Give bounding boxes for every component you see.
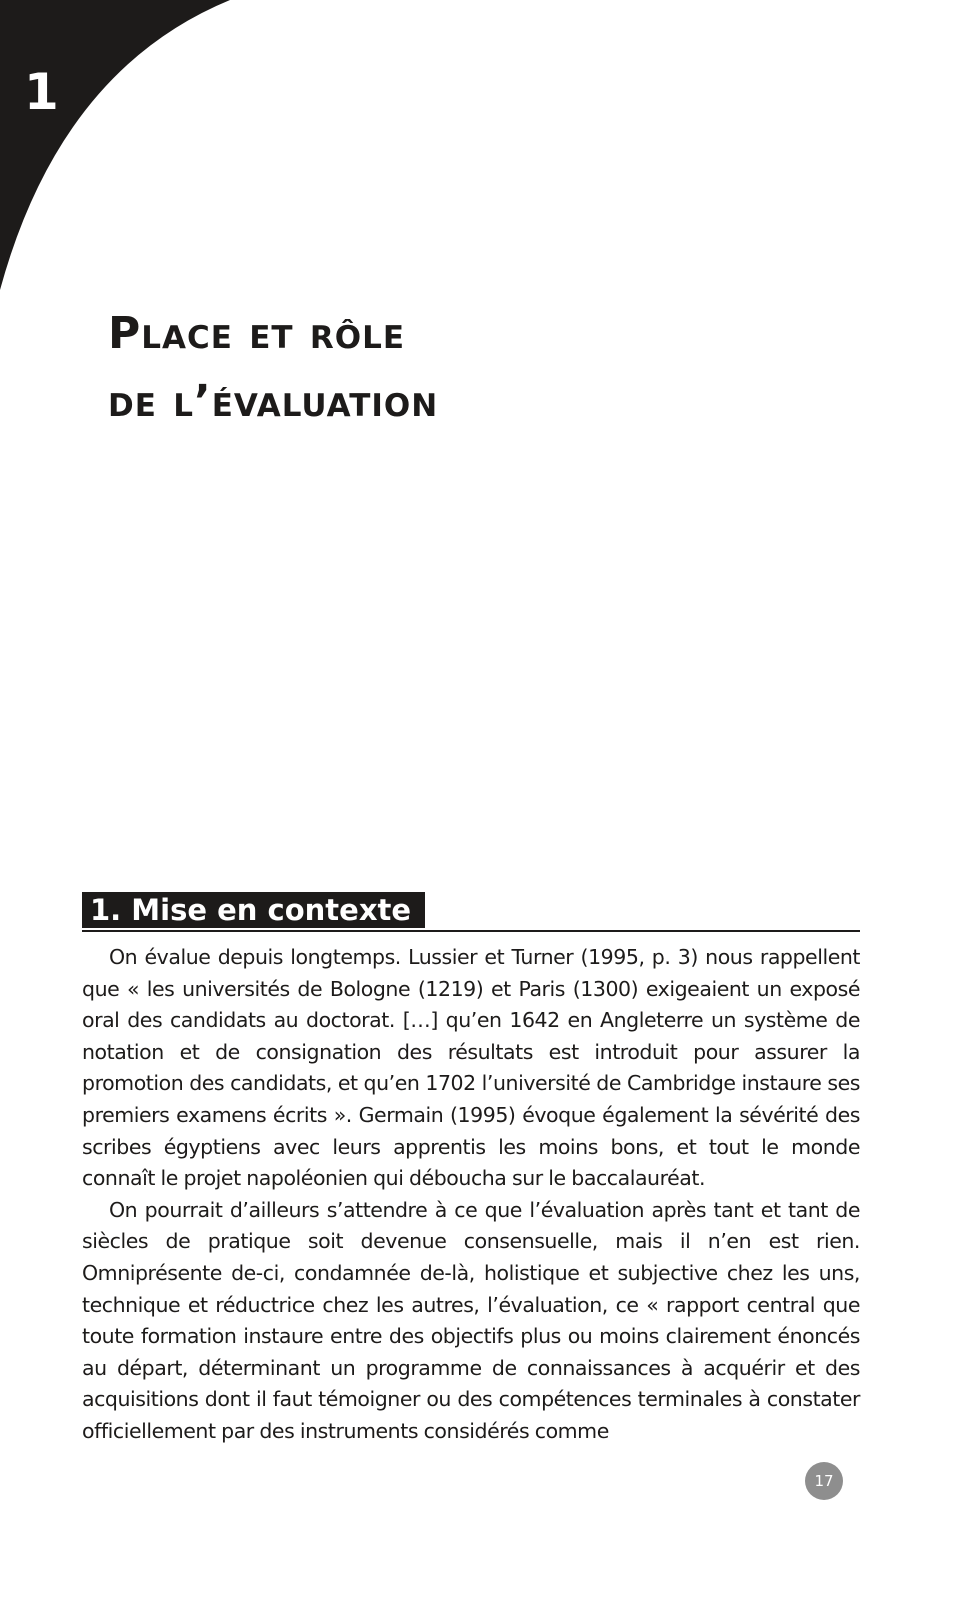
- chapter-title-line-2: de l’évaluation: [108, 376, 439, 427]
- section-heading-label: 1. Mise en contexte: [82, 892, 425, 928]
- paragraph-1: On évalue depuis longtemps. Lussier et Turner (1995, p. 3) nous rappellent que « les universités de Bologne (1219) et Paris (1300) exigeaient un exposé oral des candidats au doctorat. […] qu’en 1642 en Angleterre un système de notation et de consignation des résultats est introduit pour assurer la promotion des candidats, et qu’en 1702 l’université de Cambridge instaure ses premiers examens écrits ». Germain (1995) évoque également la sévérité des scribes égyptiens avec leurs apprentis les moins bons, et tout le monde connaît le projet napoléonien qui déboucha sur le baccalauréat.: [82, 945, 860, 1191]
- chapter-title-line-1: Place et rôle: [108, 308, 406, 359]
- chapter-number: 1: [24, 63, 59, 121]
- section-heading: [82, 892, 860, 932]
- chapter-corner-decoration: [0, 0, 240, 300]
- paragraph-2: On pourrait d’ailleurs s’attendre à ce que l’évaluation après tant et tant de siècles de pratique soit devenue consensuelle, mais il n’en est rien. Omniprésente de-ci, condamnée de-là, holistique et subjective chez les uns, technique et réductrice chez les autres, l’évaluation, ce « rapport central que toute formation instaure entre des objectifs plus ou moins clairement énoncés au départ, déterminant un programme de connaissances à acquérir et des acquisitions dont il faut témoigner ou des compétences terminales à constater officiellement par des instruments considérés comme: [82, 1197, 860, 1443]
- chapter-title: [108, 300, 438, 436]
- page-number-badge: 17: [805, 1462, 843, 1500]
- body-text: [82, 942, 860, 1448]
